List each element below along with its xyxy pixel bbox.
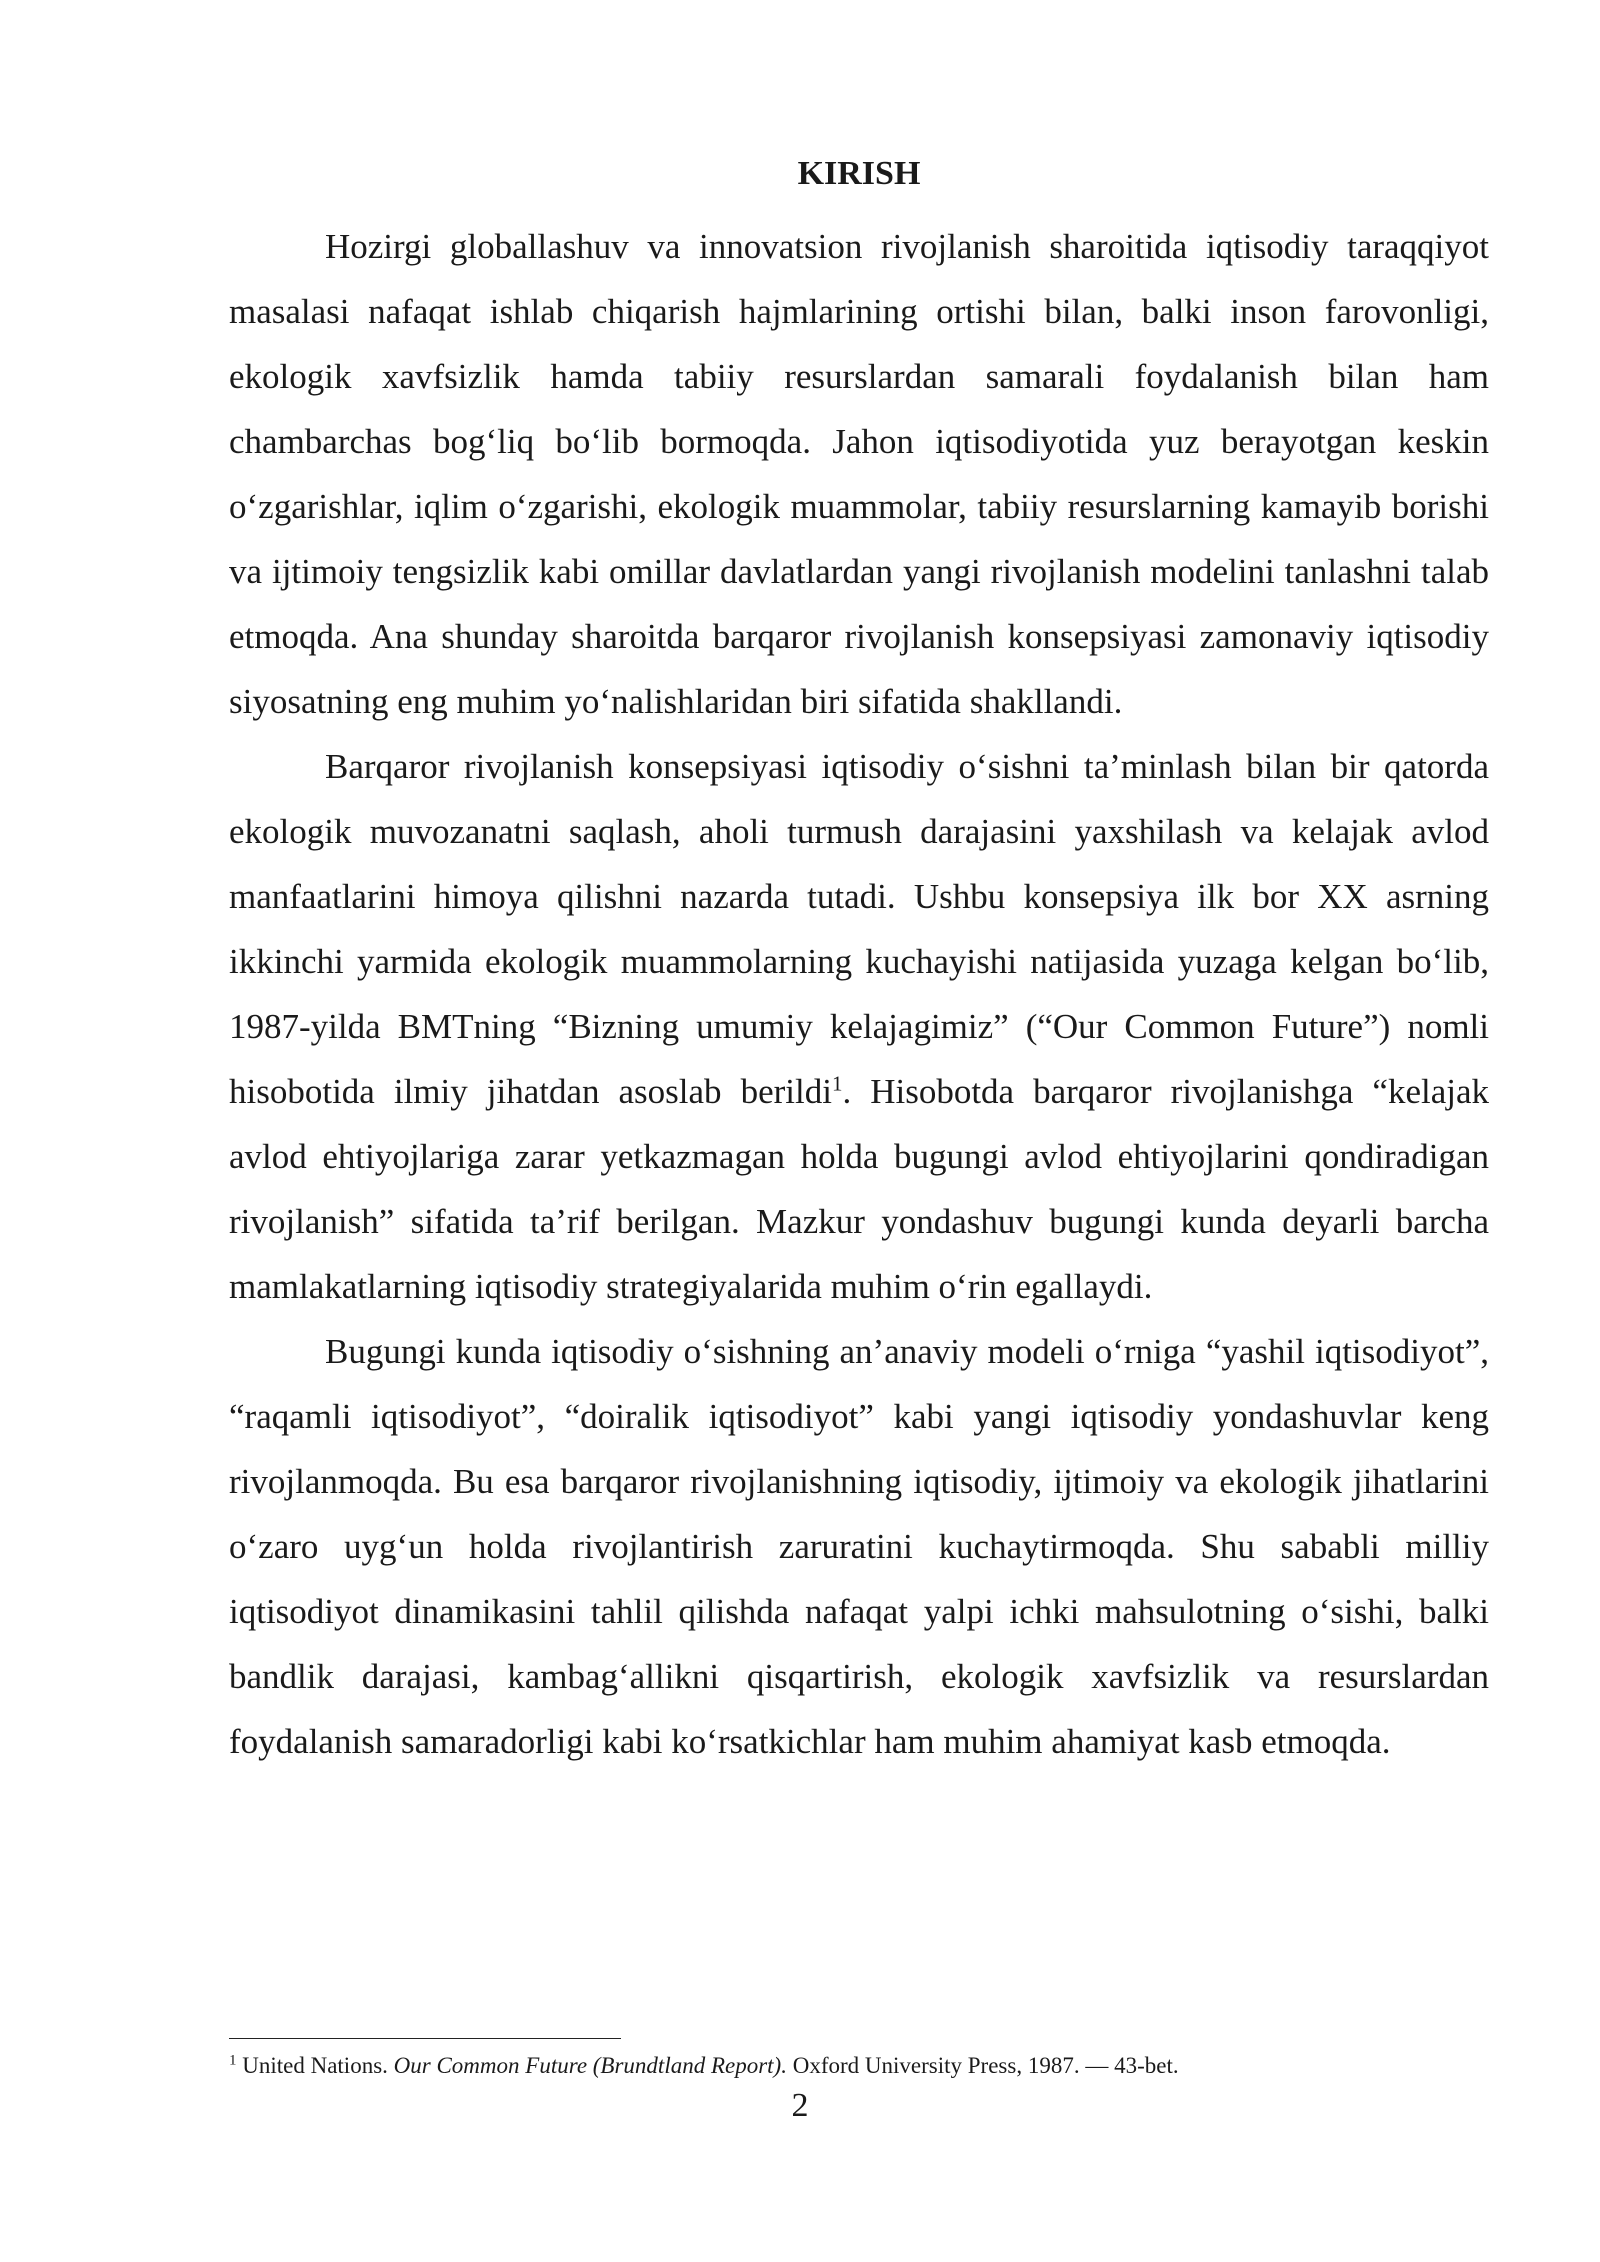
footnote-reference: 1 (831, 1071, 843, 1096)
footnote-text-after: Oxford University Press, 1987. — 43-bet. (786, 2053, 1179, 2078)
footnote (229, 2050, 1489, 2082)
footnote-marker: 1 (229, 2052, 237, 2069)
paragraph-1: Hozirgi globallashuv va innovatsion rivojlanish sharoitida iqtisodiy taraqqiyot masalasi nafaqat ishlab chiqarish hajmlarining ortishi bilan, balki inson farovonligi, ekologik xavfsizlik hamda tabiiy resurslardan samarali foydalanish bilan ham chambarchas bog‘liq bo‘lib bormoqda. Jahon iqtisodiyotida yuz berayotgan keskin o‘zgarishlar, iqlim o‘zgarishi, ekologik muammolar, tabiiy resurslarning kamayib borishi va ijtimoiy tengsizlik kabi omillar davlatlardan yangi rivojlanish modelini tanlashni talab etmoqda. Ana shunday sharoitda barqaror rivojlanish konsepsiyasi zamonaviy iqtisodiy siyosatning eng muhim yo‘nalishlaridan biri sifatida shakllandi. (229, 227, 1489, 721)
section-title: KIRISH (797, 155, 921, 192)
paragraph-2 (229, 734, 1489, 1319)
footnote-separator (229, 2038, 621, 2039)
paragraph-3: Bugungi kunda iqtisodiy o‘sishning an’anaviy modeli o‘rniga “yashil iqtisodiyot”, “raqamli iqtisodiyot”, “doiralik iqtisodiyot” kabi yangi iqtisodiy yondashuvlar keng rivojlanmoqda. Bu esa barqaror rivojlanishning iqtisodiy, ijtimoiy va ekologik jihatlarini o‘zaro uyg‘un holda rivojlantirish zaruratini kuchaytirmoqda. Shu sababli milliy iqtisodiyot dinamikasini tahlil qilishda nafaqat yalpi ichki mahsulotning o‘sishi, balki bandlik darajasi, kambag‘allikni qisqartirish, ekologik xavfsizlik va resurslardan foydalanish samaradorligi kabi ko‘rsatkichlar ham muhim ahamiyat kasb etmoqda. (229, 1332, 1489, 1761)
footnote-text-before: United Nations. (242, 2053, 394, 2078)
page-number: 2 (791, 2087, 809, 2124)
body-text (229, 214, 1489, 1774)
paragraph-2-text-before: Barqaror rivojlanish konsepsiyasi iqtisodiy o‘sishni ta’minlash bilan bir qatorda ekologik muvozanatni saqlash, aholi turmush darajasini yaxshilash va kelajak avlod manfaatlarini himoya qilishni nazarda tutadi. Ushbu konsepsiya ilk bor XX asrning ikkinchi yarmida ekologik muammolarning kuchayishi natijasida yuzaga kelgan bo‘lib, 1987-yilda BMTning “Bizning umumiy kelajagimiz” (“Our Common Future”) nomli hisobotida ilmiy jihatdan asoslab berildi (229, 747, 1489, 1111)
footnote-source-title: Our Common Future (Brundtland Report). (393, 2053, 787, 2078)
paragraph-2-text-after: . Hisobotda barqaror rivojlanishga “kelajak avlod ehtiyojlariga zarar yetkazmagan holda bugungi avlod ehtiyojlarini qondiradigan rivojlanish” sifatida ta’rif berilgan. Mazkur yondashuv bugungi kunda deyarli barcha mamlakatlarning iqtisodiy strategiyalarida muhim o‘rin egallaydi. (229, 1072, 1489, 1306)
